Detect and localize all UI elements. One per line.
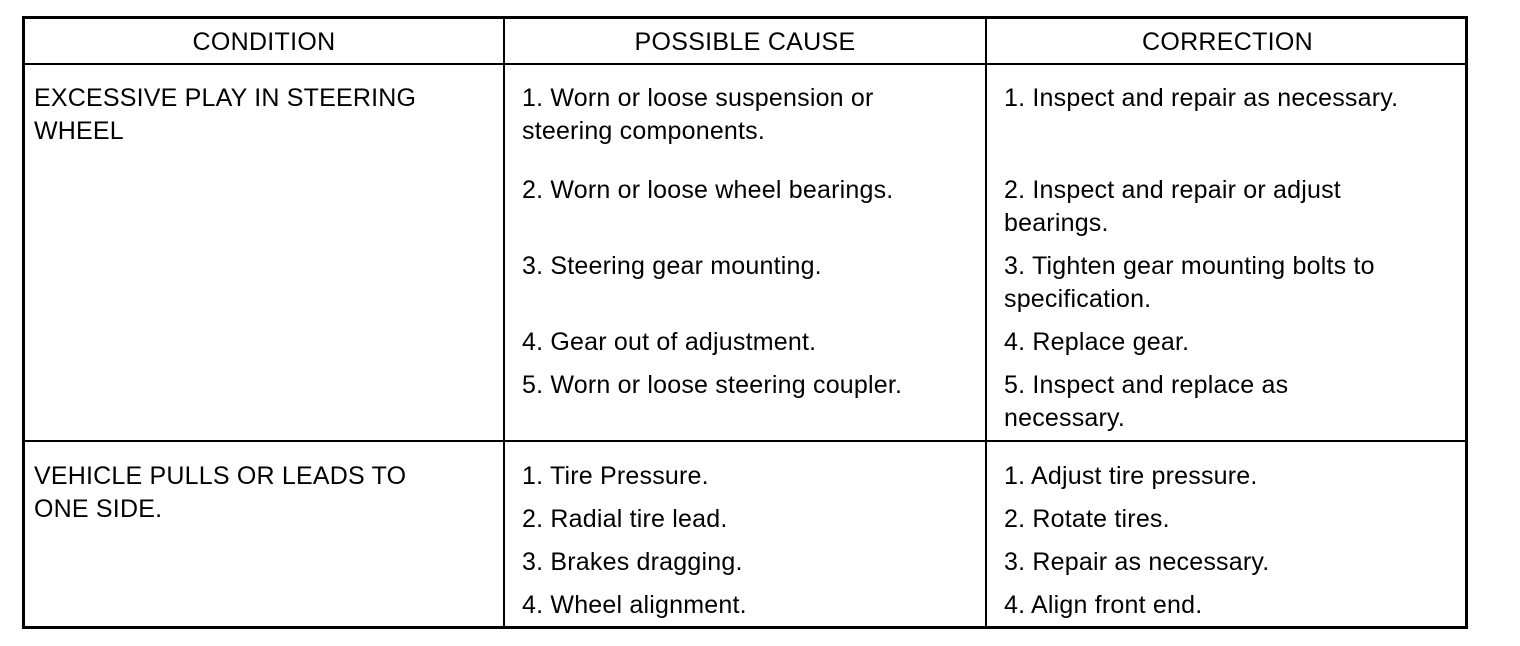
header-condition: CONDITION [192, 27, 336, 56]
correction-item: 4. Replace gear. [1004, 328, 1190, 356]
column-divider [985, 19, 987, 626]
cause-item: 4. Wheel alignment. [522, 591, 747, 619]
condition-cell: VEHICLE PULLS OR LEADS TO ONE SIDE. [34, 462, 407, 523]
column-divider [503, 19, 505, 626]
correction-item: 3. Tighten gear mounting bolts to specification. [1004, 252, 1375, 313]
cause-item: 1. Worn or loose suspension or steering components. [522, 84, 874, 145]
cause-item: 2. Worn or loose wheel bearings. [522, 176, 894, 204]
correction-item: 3. Repair as necessary. [1004, 548, 1270, 576]
header-possible-cause: POSSIBLE CAUSE [634, 27, 856, 56]
cause-item: 4. Gear out of adjustment. [522, 328, 817, 356]
cause-item: 2. Radial tire lead. [522, 505, 728, 533]
header-correction: CORRECTION [1141, 27, 1314, 56]
correction-item: 4. Align front end. [1004, 591, 1203, 619]
correction-item: 2. Rotate tires. [1004, 505, 1170, 533]
row-divider [25, 440, 1465, 442]
correction-item: 1. Adjust tire pressure. [1004, 462, 1258, 490]
cause-item: 3. Brakes dragging. [522, 548, 743, 576]
condition-cell: EXCESSIVE PLAY IN STEERING WHEEL [34, 84, 417, 145]
cause-item: 3. Steering gear mounting. [522, 252, 822, 280]
cause-item: 5. Worn or loose steering coupler. [522, 371, 903, 399]
cause-item: 1. Tire Pressure. [522, 462, 709, 490]
correction-item: 1. Inspect and repair as necessary. [1004, 84, 1399, 112]
correction-item: 2. Inspect and repair or adjust bearings. [1004, 176, 1341, 237]
diagnosis-table [22, 16, 1468, 629]
correction-item: 5. Inspect and replace as necessary. [1004, 371, 1289, 432]
